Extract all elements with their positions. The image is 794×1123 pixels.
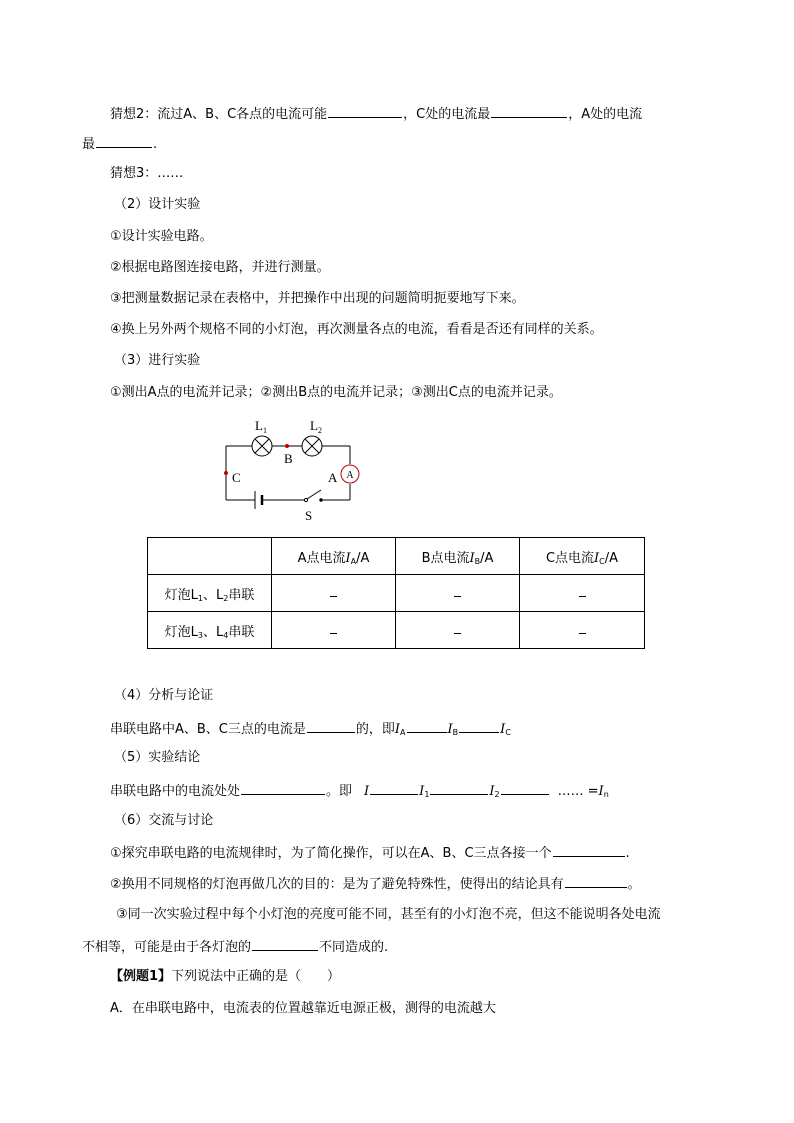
- example-label: 【例题1】: [110, 969, 172, 984]
- table-row-label: 灯泡$L_1$、$L_2$串联: [148, 575, 272, 612]
- table-cell[interactable]: [396, 612, 520, 649]
- table-header: A点电流$I_A/A$: [272, 538, 396, 575]
- blank[interactable]: [328, 104, 402, 118]
- step2-item-3: ③把测量数据记录在表格中，并把操作中出现的问题简明扼要地写下来。: [110, 291, 525, 306]
- step5-title: （5）实验结论: [114, 750, 201, 765]
- switch-icon: [304, 490, 322, 502]
- guess3: 猜想3：……: [110, 166, 184, 181]
- table-row: [148, 612, 645, 649]
- table-header: C点电流$I_C/A$: [520, 538, 645, 575]
- guess2-mid2: ，A处的电流: [568, 107, 643, 122]
- step6-item-3-line2: 不相等，可能是由于各灯泡的 不同造成的.: [82, 937, 388, 957]
- step2-item-1: ①设计实验电路。: [110, 229, 213, 244]
- table-header-row: [148, 538, 645, 575]
- step3-item: ①测出A点的电流并记录；②测出B点的电流并记录；③测出C点的电流并记录。: [110, 385, 562, 400]
- data-table: [147, 537, 645, 649]
- step2-item-4: ④换上另外两个规格不同的小灯泡，再次测量各点的电流，看看是否还有同样的关系。: [110, 322, 603, 337]
- blank[interactable]: [565, 874, 627, 888]
- step5-text: 串联电路中的电流处处 。即 I $I_1$ $I_2$ …… $=I_n$: [110, 781, 609, 804]
- table-cell[interactable]: [520, 612, 645, 649]
- example-option-a[interactable]: A．在串联电路中，电流表的位置越靠近电源正极，测得的电流越大: [110, 1001, 496, 1016]
- blank[interactable]: [430, 781, 488, 795]
- table-row-label: 灯泡$L_3$、$L_4$串联: [148, 612, 272, 649]
- blank[interactable]: [459, 719, 499, 733]
- guess2-mid1: ，C处的电流最: [403, 107, 491, 122]
- label-a: A: [328, 470, 338, 485]
- step3-title: （3）进行实验: [114, 353, 201, 368]
- blank[interactable]: [370, 781, 418, 795]
- label-c: C: [232, 470, 241, 485]
- ammeter-label: A: [346, 470, 354, 481]
- blank[interactable]: [491, 104, 567, 118]
- step2-title: （2）设计实验: [114, 197, 201, 212]
- blank[interactable]: [501, 781, 549, 795]
- ammeter-icon: [341, 465, 359, 483]
- node-b: [285, 444, 289, 448]
- blank[interactable]: [96, 134, 152, 148]
- lamp-l2-icon: [302, 436, 322, 456]
- table-cell[interactable]: [272, 612, 396, 649]
- blank[interactable]: [252, 937, 318, 951]
- table-header-empty: [148, 538, 272, 575]
- guess2-line1: [110, 104, 642, 124]
- guess2-end: .: [153, 137, 158, 152]
- guess2-prefix: 猜想2：流过A、B、C各点的电流可能: [110, 107, 328, 122]
- step6-title: （6）交流与讨论: [114, 813, 214, 828]
- step6-item-2: ②换用不同规格的灯泡再做几次的目的：是为了避免特殊性，使得出的结论具有 。: [110, 874, 641, 894]
- step4-title: （4）分析与论证: [114, 688, 214, 703]
- table-cell[interactable]: [396, 575, 520, 612]
- label-b: B: [284, 451, 293, 466]
- example-question: 【例题1】下列说法中正确的是（ ）: [110, 969, 341, 984]
- blank[interactable]: [407, 719, 447, 733]
- step6-item-1: ①探究串联电路的电流规律时，为了简化操作，可以在A、B、C三点各接一个 .: [110, 843, 630, 863]
- label-l2: $L_2$: [310, 418, 322, 435]
- battery-icon: [255, 491, 262, 509]
- blank[interactable]: [241, 781, 325, 795]
- table-cell[interactable]: [520, 575, 645, 612]
- step4-text: 串联电路中A、B、C三点的电流是 的，即$I_A$ $I_B$ $I_C$: [110, 719, 511, 742]
- circuit-diagram: [215, 410, 375, 525]
- blank[interactable]: [307, 719, 355, 733]
- lamp-l1-icon: [252, 436, 272, 456]
- guess2-line2-prefix: 最: [82, 137, 96, 152]
- label-l1: $L_1$: [255, 418, 267, 435]
- blank[interactable]: [553, 843, 625, 857]
- table-row: [148, 575, 645, 612]
- node-c: [224, 471, 228, 475]
- table-header: B点电流$I_B/A$: [396, 538, 520, 575]
- guess2-line2: [82, 134, 157, 154]
- label-s: S: [305, 508, 313, 523]
- table-cell[interactable]: [272, 575, 396, 612]
- step6-item-3-line1: ③同一次实验过程中每个小灯泡的亮度可能不同，甚至有的小灯泡不亮，但这不能说明各处电流: [116, 907, 661, 922]
- step2-item-2: ②根据电路图连接电路，并进行测量。: [110, 260, 330, 275]
